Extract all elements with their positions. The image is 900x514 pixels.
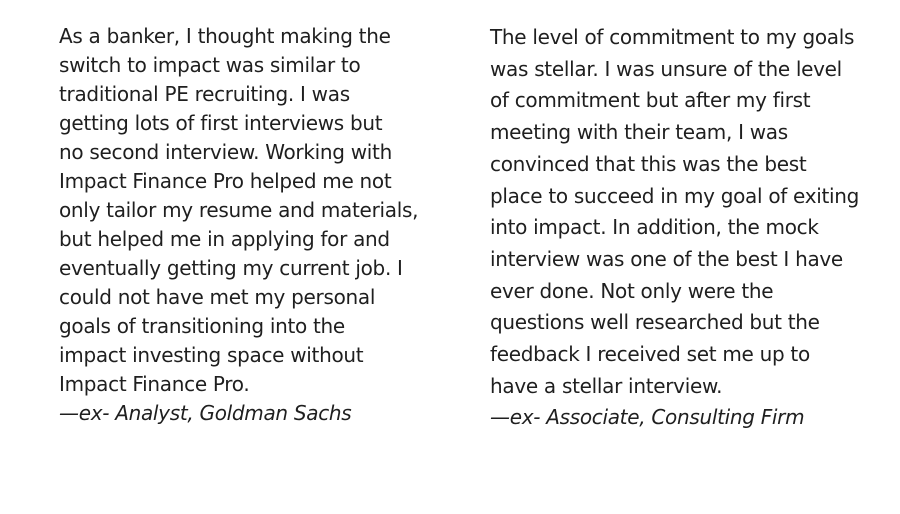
testimonial-text-line: traditional PE recruiting. I was <box>59 82 350 106</box>
testimonial-text-line: Impact Finance Pro. <box>59 372 250 396</box>
testimonial-text-line: questions well researched but the <box>490 310 820 335</box>
testimonial-text-line: meeting with their team, I was <box>490 120 788 145</box>
testimonial-text-line: As a banker, I thought making the <box>59 24 391 48</box>
testimonial-text-line: no second interview. Working with <box>59 140 392 164</box>
testimonial-text-line: place to succeed in my goal of exiting <box>490 183 860 208</box>
testimonial-text-line: could not have met my personal <box>59 285 376 309</box>
testimonial-text-line: convinced that this was the best <box>490 151 807 176</box>
testimonial-text-line: but helped me in applying for and <box>59 227 390 251</box>
testimonial-right <box>490 22 860 434</box>
testimonial-text-line: Impact Finance Pro helped me not <box>59 169 392 193</box>
testimonial-text-line: goals of transitioning into the <box>59 314 345 338</box>
testimonial-attribution: —ex- Associate, Consulting Firm <box>490 405 805 430</box>
testimonial-text-line: feedback I received set me up to <box>490 342 810 367</box>
testimonial-text-line: of commitment but after my first <box>490 88 811 113</box>
testimonial-text-line: eventually getting my current job. I <box>59 256 403 280</box>
testimonial-text-line: getting lots of first interviews but <box>59 111 383 135</box>
testimonial-text-line: have a stellar interview. <box>490 373 723 398</box>
testimonial-text-line: ever done. Not only were the <box>490 278 774 303</box>
testimonial-text-line: into impact. In addition, the mock <box>490 215 819 240</box>
testimonial-attribution: —ex- Analyst, Goldman Sachs <box>59 401 352 425</box>
testimonial-left <box>59 22 429 428</box>
testimonial-text-line: interview was one of the best I have <box>490 246 843 271</box>
testimonial-text-line: impact investing space without <box>59 343 364 367</box>
testimonial-text-line: was stellar. I was unsure of the level <box>490 56 842 81</box>
testimonial-text-line: The level of commitment to my goals <box>490 25 855 49</box>
testimonial-text-line: switch to impact was similar to <box>59 53 361 77</box>
testimonial-text-line: only tailor my resume and materials, <box>59 198 419 222</box>
